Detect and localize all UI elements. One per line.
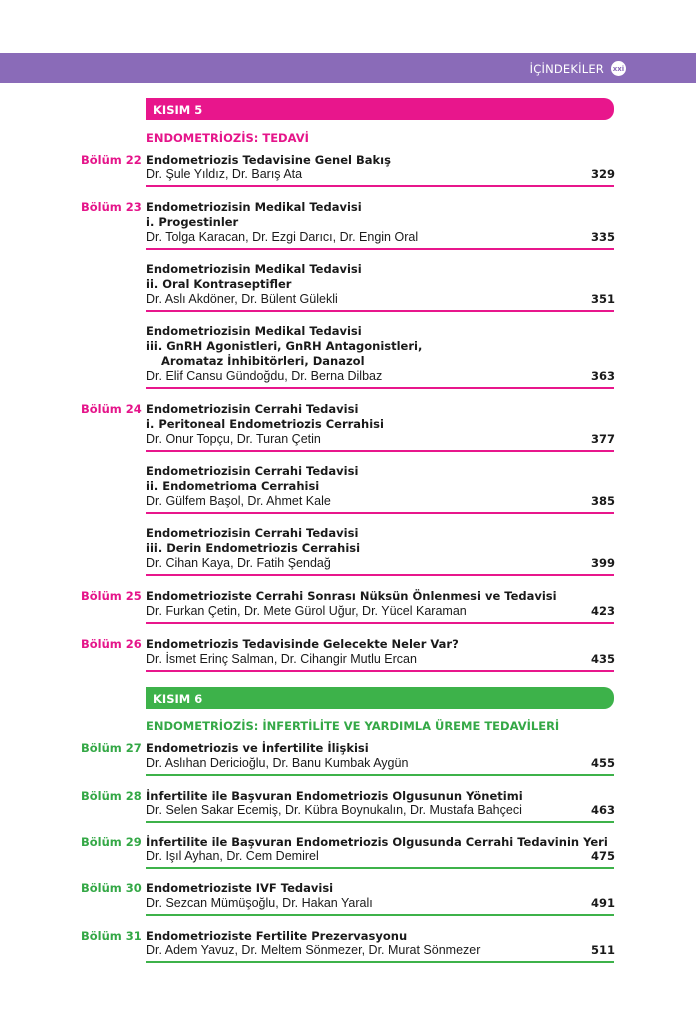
divider — [146, 821, 614, 823]
entry-page: 463 — [590, 803, 615, 817]
divider — [146, 248, 614, 250]
entry-authors: Dr. Işıl Ayhan, Dr. Cem Demirel — [146, 849, 319, 863]
entry-authors: Dr. Adem Yavuz, Dr. Meltem Sönmezer, Dr. Murat Sönmezer — [146, 943, 481, 957]
entry-page: 475 — [590, 849, 615, 863]
divider — [146, 914, 614, 916]
entry-title: Endometriozisin Medikal Tedavisi — [146, 200, 362, 214]
chapter-label: Bölüm 26 — [81, 637, 142, 651]
chapter-label: Bölüm 29 — [81, 835, 142, 849]
entry-title: İnfertilite ile Başvuran Endometriozis Olgusunda Cerrahi Tedavinin Yeri — [146, 835, 608, 849]
entry-title: Endometriozis Tedavisine Genel Bakış — [146, 153, 391, 167]
chapter-label: Bölüm 30 — [81, 881, 142, 895]
entry-authors: Dr. Elif Cansu Gündoğdu, Dr. Berna Dilbaz — [146, 369, 383, 383]
entry-authors: Dr. Onur Topçu, Dr. Turan Çetin — [146, 432, 321, 446]
entry-page: 511 — [590, 943, 615, 957]
entry-authors: Dr. Furkan Çetin, Dr. Mete Gürol Uğur, Dr. Yücel Karaman — [146, 604, 467, 618]
entry-subtitle: ii. Endometrioma Cerrahisi — [146, 479, 320, 493]
entry-subtitle: i. Peritoneal Endometriozis Cerrahisi — [146, 417, 384, 431]
part-banner: KISIM 5 — [146, 98, 614, 120]
divider — [146, 867, 614, 869]
chapter-label: Bölüm 31 — [81, 929, 142, 943]
entry-authors: Dr. Gülfem Başol, Dr. Ahmet Kale — [146, 494, 331, 508]
entry-authors: Dr. Cihan Kaya, Dr. Fatih Şendağ — [146, 556, 331, 570]
entry-title: İnfertilite ile Başvuran Endometriozis Olgusunun Yönetimi — [146, 789, 523, 803]
chapter-label: Bölüm 24 — [81, 402, 142, 416]
part-banner: KISIM 6 — [146, 687, 614, 709]
entry-title: Endometriozisin Cerrahi Tedavisi — [146, 526, 359, 540]
entry-page: 399 — [590, 556, 615, 570]
divider — [146, 387, 614, 389]
divider — [146, 774, 614, 776]
header-title: İÇİNDEKİLER — [529, 62, 604, 76]
entry-page: 435 — [590, 652, 615, 666]
divider — [146, 512, 614, 514]
page-number-badge: xxi — [611, 61, 626, 76]
entry-subtitle: Aromataz İnhibitörleri, Danazol — [161, 354, 365, 368]
divider — [146, 574, 614, 576]
entry-title: Endometrioziste Cerrahi Sonrası Nüksün Önlenmesi ve Tedavisi — [146, 589, 557, 603]
entry-title: Endometriozisin Cerrahi Tedavisi — [146, 464, 359, 478]
entry-subtitle: iii. GnRH Agonistleri, GnRH Antagonistleri, — [146, 339, 423, 353]
entry-subtitle: iii. Derin Endometriozis Cerrahisi — [146, 541, 361, 555]
divider — [146, 310, 614, 312]
entry-authors: Dr. Tolga Karacan, Dr. Ezgi Darıcı, Dr. Engin Oral — [146, 230, 419, 244]
part-title: ENDOMETRİOZİS: İNFERTİLİTE VE YARDIMLA ÜREME TEDAVİLERİ — [146, 719, 560, 733]
entry-page: 335 — [590, 230, 615, 244]
entry-title: Endometriozisin Medikal Tedavisi — [146, 324, 362, 338]
divider — [146, 622, 614, 624]
entry-page: 423 — [590, 604, 615, 618]
entry-subtitle: i. Progestinler — [146, 215, 239, 229]
entry-page: 377 — [590, 432, 615, 446]
divider — [146, 670, 614, 672]
entry-page: 491 — [590, 896, 615, 910]
entry-page: 385 — [590, 494, 615, 508]
entry-authors: Dr. Selen Sakar Ecemiş, Dr. Kübra Boynukalın, Dr. Mustafa Bahçeci — [146, 803, 522, 817]
divider — [146, 185, 614, 187]
entry-page: 455 — [590, 756, 615, 770]
entry-page: 363 — [590, 369, 615, 383]
entry-authors: Dr. Aslıhan Dericioğlu, Dr. Banu Kumbak Aygün — [146, 756, 409, 770]
entry-page: 351 — [590, 292, 615, 306]
part-title: ENDOMETRİOZİS: TEDAVİ — [146, 131, 309, 145]
entry-title: Endometriozisin Medikal Tedavisi — [146, 262, 362, 276]
chapter-label: Bölüm 25 — [81, 589, 142, 603]
entry-page: 329 — [590, 167, 615, 181]
entry-title: Endometriozis Tedavisinde Gelecekte Neler Var? — [146, 637, 459, 651]
divider — [146, 961, 614, 963]
chapter-label: Bölüm 27 — [81, 741, 142, 755]
entry-authors: Dr. Şule Yıldız, Dr. Barış Ata — [146, 167, 303, 181]
divider — [146, 450, 614, 452]
entry-authors: Dr. Aslı Akdöner, Dr. Bülent Gülekli — [146, 292, 338, 306]
entry-title: Endometriozis ve İnfertilite İlişkisi — [146, 741, 369, 755]
entry-authors: Dr. Sezcan Mümüşoğlu, Dr. Hakan Yaralı — [146, 896, 373, 910]
chapter-label: Bölüm 23 — [81, 200, 142, 214]
chapter-label: Bölüm 22 — [81, 153, 142, 167]
entry-subtitle: ii. Oral Kontraseptifler — [146, 277, 292, 291]
entry-title: Endometriozisin Cerrahi Tedavisi — [146, 402, 359, 416]
entry-authors: Dr. İsmet Erinç Salman, Dr. Cihangir Mutlu Ercan — [146, 652, 417, 666]
chapter-label: Bölüm 28 — [81, 789, 142, 803]
entry-title: Endometrioziste Fertilite Prezervasyonu — [146, 929, 408, 943]
entry-title: Endometrioziste IVF Tedavisi — [146, 881, 334, 895]
